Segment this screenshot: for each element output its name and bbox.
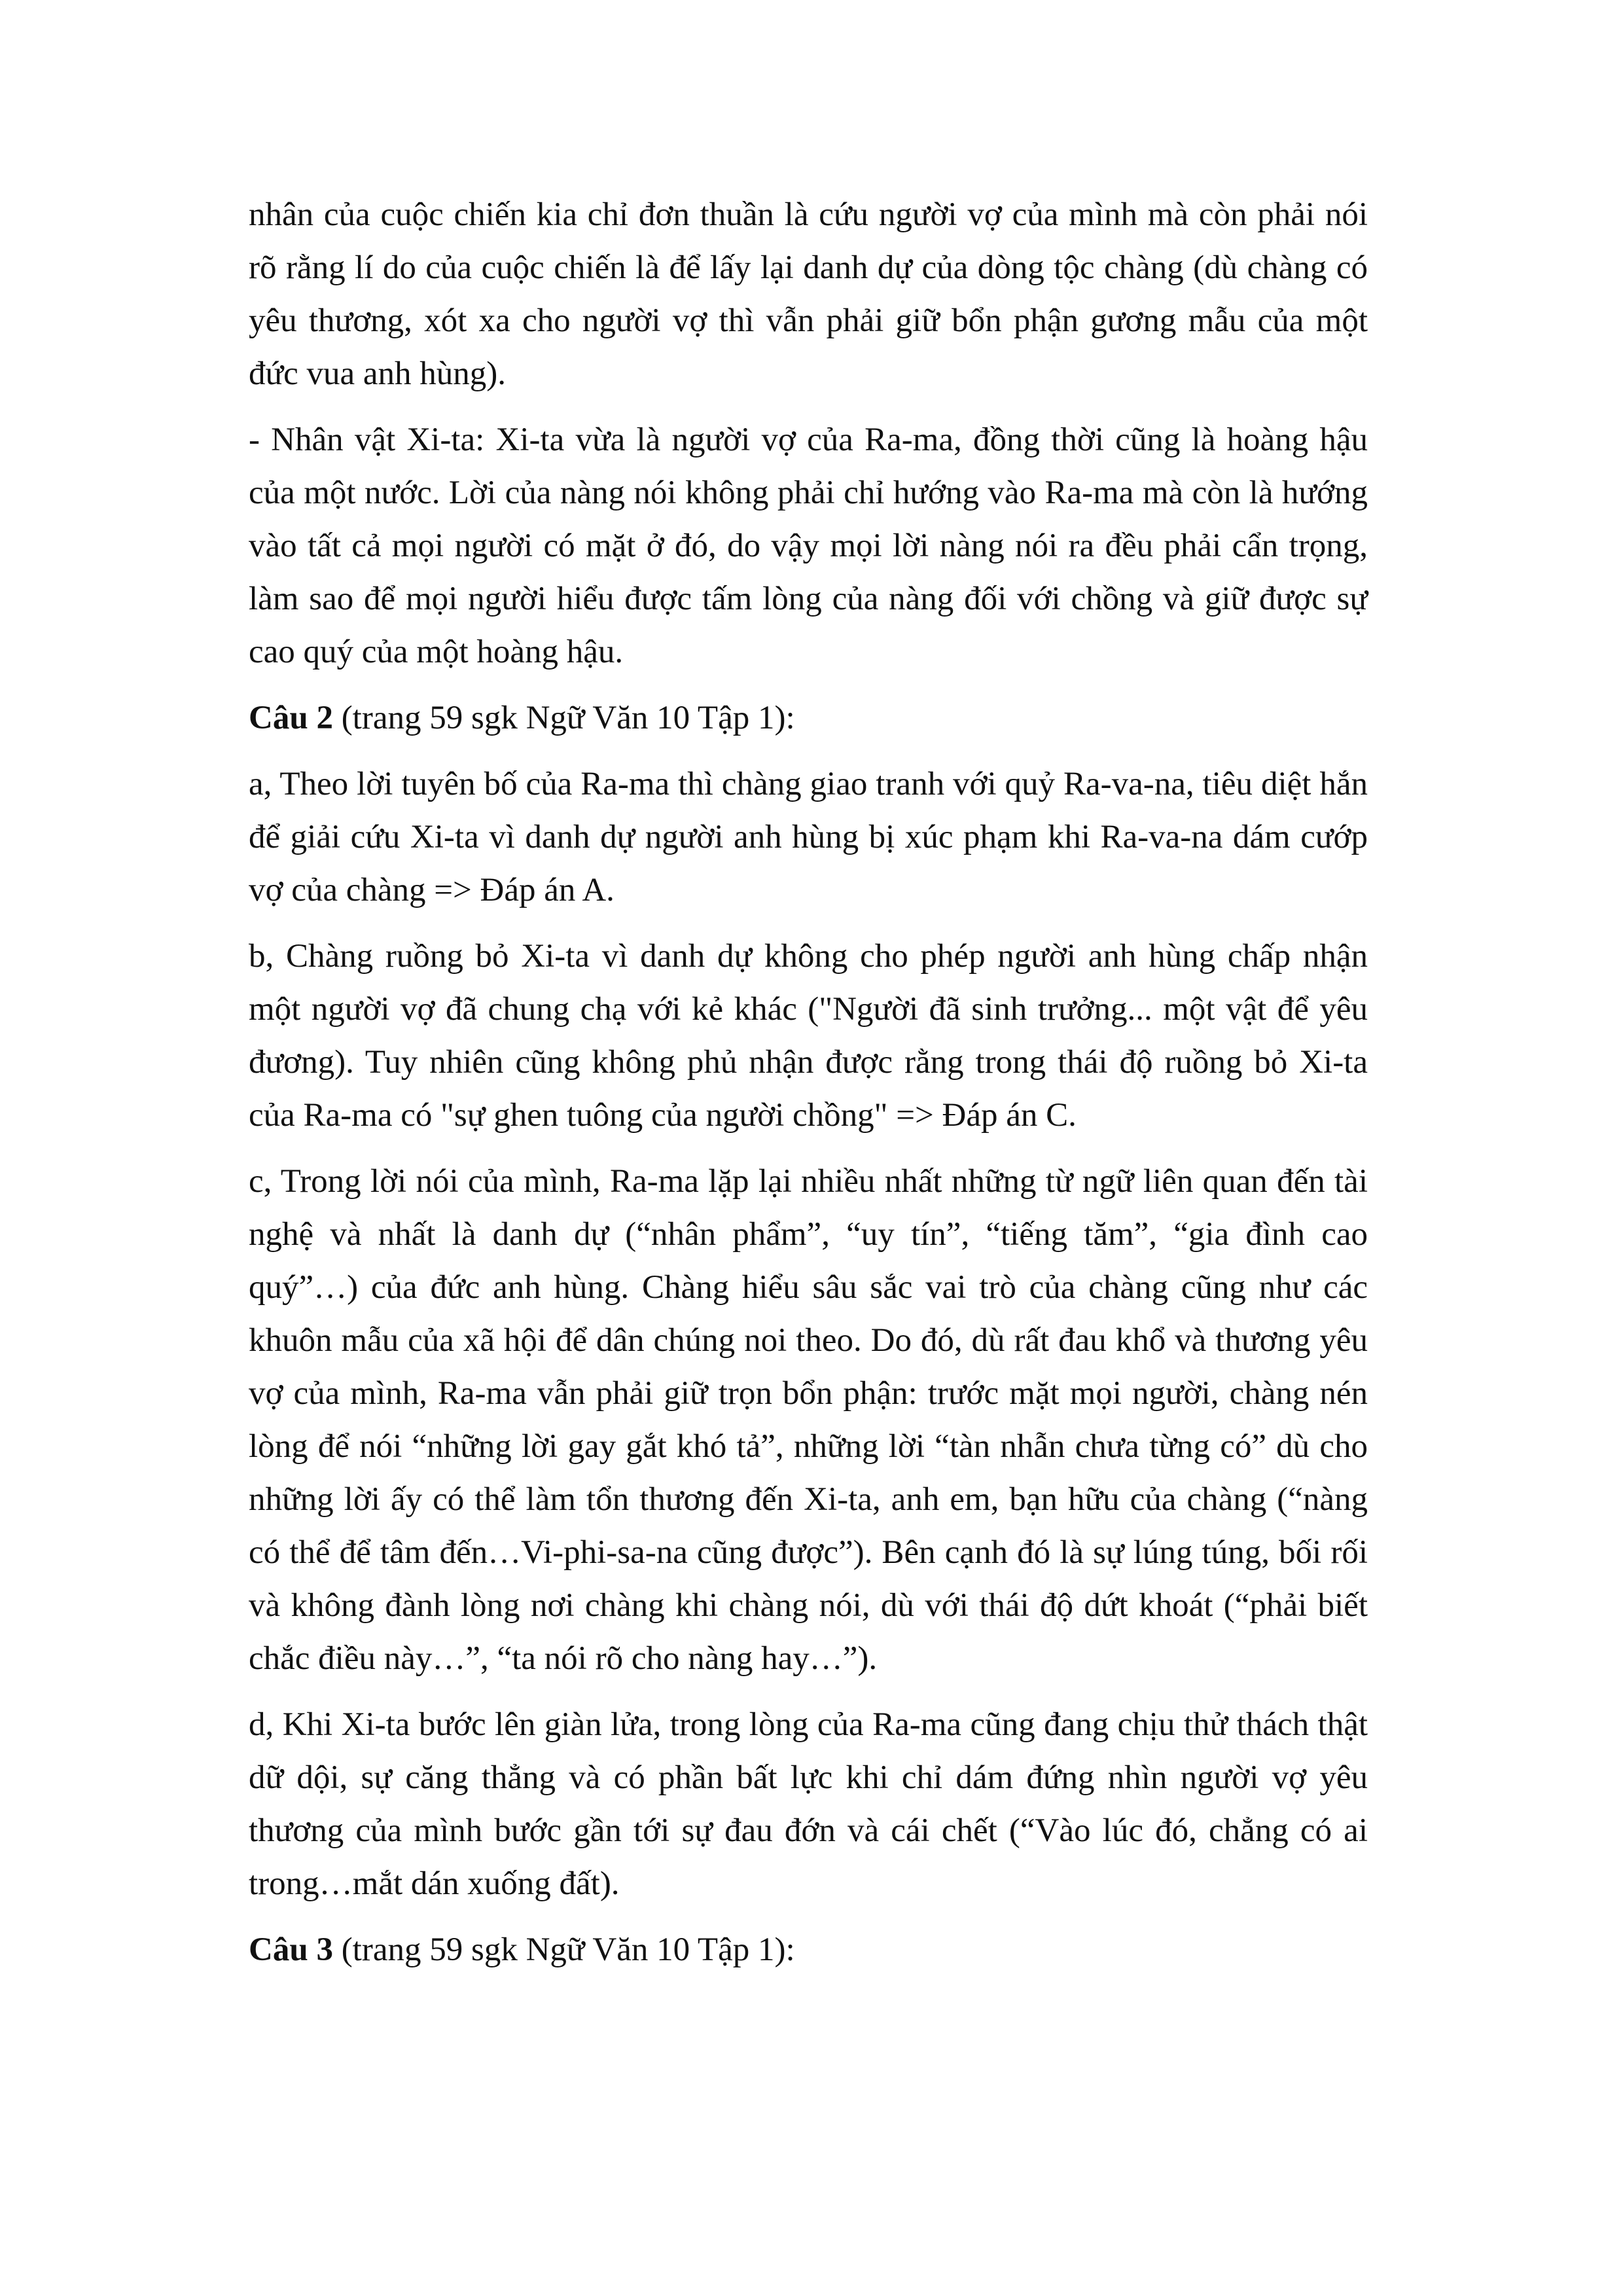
- document-body: [249, 188, 1368, 1990]
- question-3-heading: [249, 1924, 1368, 1977]
- question-2-source: (trang 59 sgk Ngữ Văn 10 Tập 1):: [332, 700, 795, 736]
- answer-2c: c, Trong lời nói của mình, Ra-ma lặp lại nhiều nhất những từ ngữ liên quan đến tài nghệ và nhất là danh dự (“nhân phẩm”, “uy tín”, “tiếng tăm”, “gia đình cao quý”…) của đức anh hùng. Chàng hiểu sâu sắc vai trò của chàng cũng như các khuôn mẫu của xã hội để dân chúng noi theo. Do đó, dù rất đau khổ và thương yêu vợ của mình, Ra-ma vẫn phải giữ trọn bổn phận: trước mặt mọi người, chàng nén lòng để nói “những lời gay gắt khó tả”, những lời “tàn nhẫn chưa từng có” dù cho những lời ấy có thể làm tổn thương đến Xi-ta, anh em, bạn hữu của chàng (“nàng có thể để tâm đến…Vi-phi-sa-na cũng được”). Bên cạnh đó là sự lúng túng, bối rối và không đành lòng nơi chàng khi chàng nói, dù với thái độ dứt khoát (“phải biết chắc điều này…”, “ta nói rõ cho nàng hay…”).: [249, 1163, 1368, 1677]
- question-3-label: Câu 3: [249, 1931, 333, 1968]
- question-2-heading: [249, 692, 1368, 745]
- question-2-label: Câu 2: [249, 700, 333, 736]
- paragraph-rama-context: nhân của cuộc chiến kia chỉ đơn thuần là cứu người vợ của mình mà còn phải nói rõ rằng lí do của cuộc chiến là để lấy lại danh dự của dòng tộc chàng (dù chàng có yêu thương, xót xa cho người vợ thì vẫn phải giữ bổn phận gương mẫu của một đức vua anh hùng).: [249, 196, 1368, 392]
- answer-2b: b, Chàng ruồng bỏ Xi-ta vì danh dự không cho phép người anh hùng chấp nhận một người vợ đã chung chạ với kẻ khác ("Người đã sinh trưởng... một vật để yêu đương). Tuy nhiên cũng không phủ nhận được rằng trong thái độ ruồng bỏ Xi-ta của Ra-ma có "sự ghen tuông của người chồng" => Đáp án C.: [249, 938, 1368, 1134]
- paragraph-xita-character: - Nhân vật Xi-ta: Xi-ta vừa là người vợ của Ra-ma, đồng thời cũng là hoàng hậu của một nước. Lời của nàng nói không phải chỉ hướng vào Ra-ma mà còn là hướng vào tất cả mọi người có mặt ở đó, do vậy mọi lời nàng nói ra đều phải cẩn trọng, làm sao để mọi người hiểu được tấm lòng của nàng đối với chồng và giữ được sự cao quý của một hoàng hậu.: [249, 422, 1368, 670]
- answer-2a: a, Theo lời tuyên bố của Ra-ma thì chàng giao tranh với quỷ Ra-va-na, tiêu diệt hắn để giải cứu Xi-ta vì danh dự người anh hùng bị xúc phạm khi Ra-va-na dám cướp vợ của chàng => Đáp án A.: [249, 766, 1368, 908]
- answer-2d: d, Khi Xi-ta bước lên giàn lửa, trong lòng của Ra-ma cũng đang chịu thử thách thật dữ dội, sự căng thẳng và có phần bất lực khi chỉ dám đứng nhìn người vợ yêu thương của mình bước gần tới sự đau đớn và cái chết (“Vào lúc đó, chẳng có ai trong…mắt dán xuống đất).: [249, 1706, 1368, 1902]
- question-3-source: (trang 59 sgk Ngữ Văn 10 Tập 1):: [332, 1931, 795, 1968]
